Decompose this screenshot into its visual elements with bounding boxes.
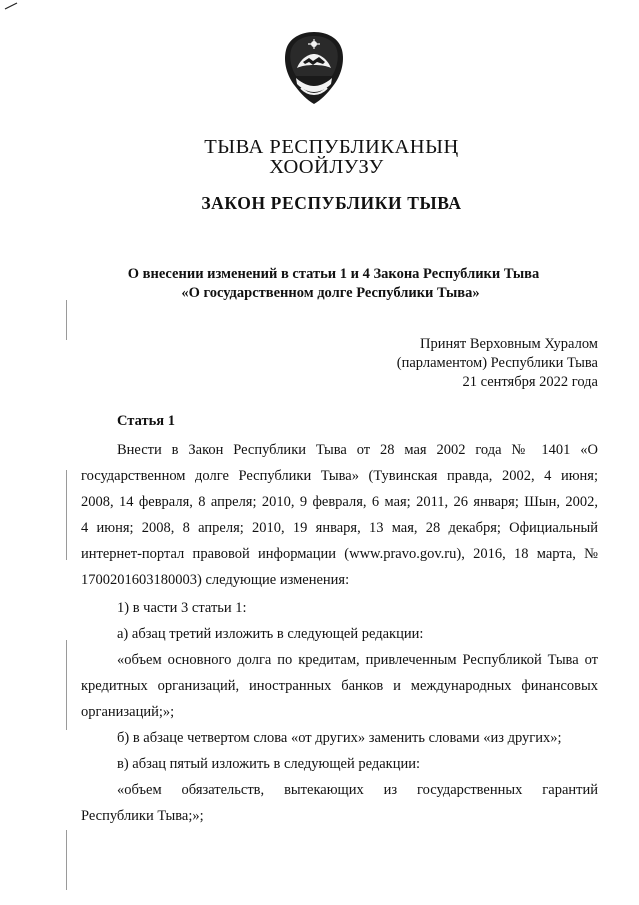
republic-name-line1: ТЫВА РЕСПУБЛИКАНЫҢ <box>204 136 459 158</box>
paragraph-line: 2008, 14 февраля, 8 апреля; 2010, 9 февраля, 6 мая; 2011, 26 января; Шын, 2002, <box>81 494 598 510</box>
scan-margin-line <box>66 830 67 890</box>
list-item: а) абзац третий изложить в следующей редакции: <box>117 626 424 642</box>
republic-emblem-icon <box>279 28 349 108</box>
adoption-date: 21 сентября 2022 года <box>462 374 598 390</box>
paragraph-line: Внести в Закон Республики Тыва от 28 мая 2002 года № 1401 «О <box>117 442 598 458</box>
paragraph-line: интернет-портал правовой информации (www.pravo.gov.ru), 2016, 18 марта, № <box>81 546 598 562</box>
list-item: в) абзац пятый изложить в следующей редакции: <box>117 756 421 772</box>
quote-line: Республики Тыва;»; <box>81 808 204 824</box>
adoption-line1: Принят Верховным Хуралом <box>420 336 598 352</box>
paragraph-line: 1700201603180003) следующие изменения: <box>81 572 350 588</box>
paragraph-line: 4 июня; 2008, 8 апреля; 2010, 19 января, 13 мая, 28 декабря; Официальный <box>81 520 598 536</box>
quote-line: «объем обязательств, вытекающих из государственных гарантий <box>117 782 598 798</box>
paragraph-line: государственном долге Республики Тыва» (Тувинская правда, 2002, 4 июня; <box>81 468 598 484</box>
law-subject-line1: О внесении изменений в статьи 1 и 4 Закона Республики Тыва <box>127 266 540 282</box>
article-heading: Статья 1 <box>117 413 175 429</box>
scan-margin-line <box>66 470 67 560</box>
quote-line: организаций;»; <box>81 704 175 720</box>
quote-line: кредитных организаций, иностранных банков и международных финансовых <box>81 678 598 694</box>
list-item: б) в абзаце четвертом слова «от других» заменить словами «из других»; <box>117 730 562 746</box>
law-subject-line2: «О государственном долге Республики Тыва» <box>181 285 480 301</box>
scan-margin-line <box>66 300 67 340</box>
quote-line: «объем основного долга по кредитам, привлеченным Республикой Тыва от <box>117 652 598 668</box>
republic-name-line2: ХООЙЛУЗУ <box>269 156 384 178</box>
adoption-line2: (парламентом) Республики Тыва <box>396 355 598 371</box>
adoption-block <box>397 335 598 392</box>
law-title: ЗАКОН РЕСПУБЛИКИ ТЫВА <box>201 193 462 213</box>
scan-mark-icon <box>4 2 18 10</box>
list-item: 1) в части 3 статьи 1: <box>117 600 247 616</box>
scan-margin-line <box>66 640 67 730</box>
